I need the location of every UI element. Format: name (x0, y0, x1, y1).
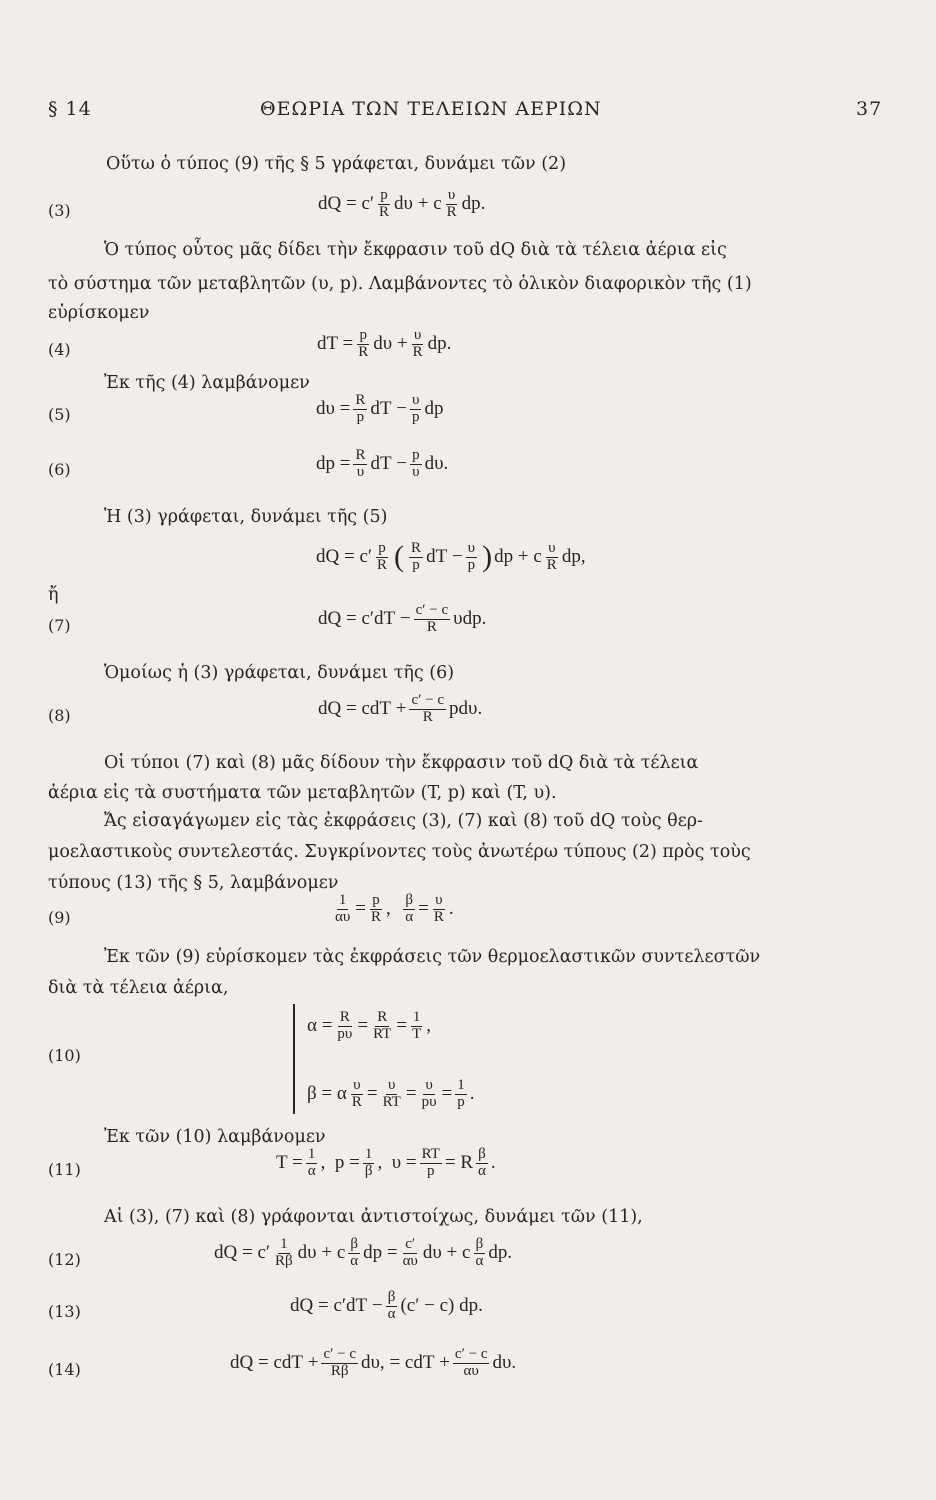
paragraph: Ἐκ τῶν (10) λαμβάνομεν (104, 1127, 326, 1147)
paragraph: ἤ (48, 585, 59, 605)
page-number: 37 (856, 98, 883, 120)
equation-number: (10) (48, 1046, 81, 1065)
equation-number: (5) (48, 405, 71, 424)
equation-14: dQ = cdT + $\frac{c' - c}{R\beta}$ dυ, = cdT + $\frac{c' - c}{\alpha\upsilon}$ dυ. (230, 1346, 517, 1379)
equation-bracket (293, 1004, 295, 1114)
equation-number: (4) (48, 340, 71, 359)
equation-number: (12) (48, 1250, 81, 1269)
paragraph: Ὁμοίως ἡ (3) γράφεται, δυνάμει τῆς (6) (104, 663, 455, 683)
equation-9: $\frac{1}{\alpha\upsilon}$ = $\frac{p}{R}$ , $\frac{\beta}{\alpha}$ = $\frac{\upsilon}{R}$ . (335, 892, 454, 925)
equation-number: (14) (48, 1360, 81, 1379)
paragraph: τύπους (13) τῆς § 5, λαμβάνομεν (48, 873, 339, 893)
paragraph: τὸ σύστημα τῶν μεταβλητῶν (υ, p). Λαμβάνοντες τὸ ὁλικὸν διαφορικὸν τῆς (1) (48, 274, 752, 294)
equation-4: dT = $\frac{p}{R}$ dυ + $\frac{\upsilon}{R}$ dp. (317, 327, 452, 360)
equation-unnumbered: dQ = c′ $\frac{p}{R}$ ( $\frac{R}{p}$ dT − $\frac{\upsilon}{p}$ ) dp + c $\frac{\upsilon}{R}$ dp, (316, 539, 586, 573)
equation-number: (13) (48, 1302, 81, 1321)
paragraph: ἀέρια εἰς τὰ συστήματα τῶν μεταβλητῶν (T, p) καὶ (T, υ). (48, 783, 557, 803)
paragraph: Ὁ τύπος οὗτος μᾶς δίδει τὴν ἔκφρασιν τοῦ dQ διὰ τὰ τέλεια ἀέρια εἰς (104, 240, 727, 260)
equation-10b: β = α $\frac{\upsilon}{R}$ = $\frac{\upsilon}{RT}$ = $\frac{\upsilon}{p\upsilon}$ = $\frac{1}{p}$ . (307, 1077, 475, 1110)
paragraph: διὰ τὰ τέλεια ἀέρια, (48, 978, 229, 998)
paragraph: Ἐκ τῶν (9) εὑρίσκομεν τὰς ἐκφράσεις τῶν θερμοελαστικῶν συντελεστῶν (104, 947, 761, 967)
equation-number: (9) (48, 908, 71, 927)
running-title: ΘΕΩΡΙΑ ΤΩΝ ΤΕΛΕΙΩΝ ΑΕΡΙΩΝ (260, 98, 602, 120)
paragraph: Ἐκ τῆς (4) λαμβάνομεν (104, 373, 310, 393)
equation-11: T = $\frac{1}{\alpha}$ , p = $\frac{1}{\beta}$ , υ = $\frac{RT}{p}$ = R $\frac{\beta}{\alpha}$ . (276, 1146, 496, 1179)
paragraph: εὑρίσκομεν (48, 303, 150, 323)
paragraph: Ἄς εἰσαγάγωμεν εἰς τὰς ἐκφράσεις (3), (7) καὶ (8) τοῦ dQ τοὺς θερ- (104, 811, 703, 831)
equation-number: (7) (48, 616, 71, 635)
equation-10a: α = $\frac{R}{p\upsilon}$ = $\frac{R}{RT}$ = $\frac{1}{T}$ , (307, 1009, 431, 1042)
equation-number: (6) (48, 460, 71, 479)
equation-7: dQ = c′dT − $\frac{c' - c}{R}$ υdp . (318, 602, 487, 635)
equation-13: dQ = c′dT − $\frac{\beta}{\alpha}$ (c′ − c) dp . (290, 1289, 483, 1322)
equation-8: dQ = cdT + $\frac{c' - c}{R}$ pdυ . (318, 692, 483, 725)
equation-6: dp = $\frac{R}{\upsilon}$ dT − $\frac{p}{\upsilon}$ dυ. (316, 447, 449, 480)
paragraph: Οὕτω ὁ τύπος (9) τῆς § 5 γράφεται, δυνάμει τῶν (2) (106, 154, 567, 174)
equation-3: dQ = c′ $\frac{p}{R}$ dυ + c $\frac{\upsilon}{R}$ dp. (318, 187, 486, 220)
equation-5: dυ = $\frac{R}{p}$ dT − $\frac{\upsilon}{p}$ dp (316, 392, 444, 425)
equation-number: (8) (48, 706, 71, 725)
paragraph: Οἱ τύποι (7) καὶ (8) μᾶς δίδουν τὴν ἔκφρασιν τοῦ dQ διὰ τὰ τέλεια (104, 753, 699, 773)
paragraph: Αἱ (3), (7) καὶ (8) γράφονται ἀντιστοίχως, δυνάμει τῶν (11), (104, 1207, 643, 1227)
equation-12: dQ = c′ $\frac{1}{R\beta}$ dυ + c $\frac{\beta}{\alpha}$ dp = $\frac{c'}{\alpha\upsilon}$ dυ + c $\frac{\beta}{\alpha}$ dp. (214, 1236, 513, 1269)
equation-number: (11) (48, 1160, 81, 1179)
section-label: § 14 (48, 98, 92, 120)
paragraph: Ἡ (3) γράφεται, δυνάμει τῆς (5) (104, 507, 388, 527)
equation-number: (3) (48, 201, 71, 220)
paragraph: μοελαστικοὺς συντελεστάς. Συγκρίνοντες τοὺς ἀνωτέρω τύπους (2) πρὸς τοὺς (48, 842, 751, 862)
